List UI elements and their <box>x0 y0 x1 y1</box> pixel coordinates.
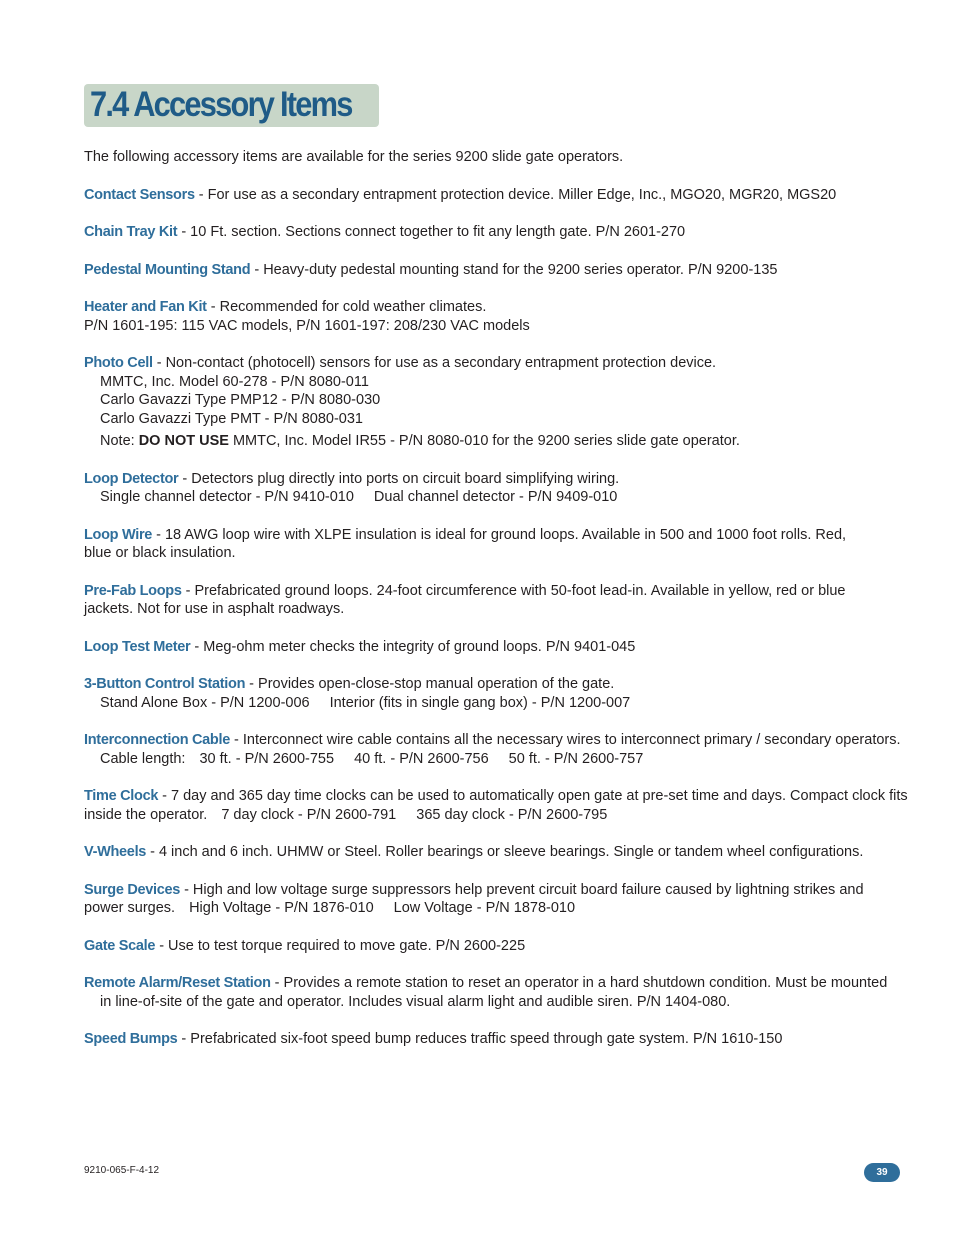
photo-cell-note: Note: DO NOT USE MMTC, Inc. Model IR55 - P/N 8080-010 for the 9200 series slide gate operator. <box>100 433 740 449</box>
item-term: Contact Sensors <box>84 186 195 203</box>
item-term: Gate Scale <box>84 937 156 954</box>
item-loop-test-meter <box>84 638 874 657</box>
item-desc: - Interconnect wire cable contains all the necessary wires to interconnect primary / secondary operators. <box>229 732 901 748</box>
item-pre-fab-loops <box>84 582 874 619</box>
item-contact-sensors <box>84 186 874 205</box>
item-detail: Carlo Gavazzi Type PMT - P/N 8080-031 <box>100 410 363 427</box>
item-term: Heater and Fan Kit <box>84 299 207 315</box>
item-term: Loop Test Meter <box>84 638 191 655</box>
item-desc: - 4 inch and 6 inch. UHMW or Steel. Roller bearings or sleeve bearings. Single or tandem wheel configurations. <box>146 844 864 860</box>
item-desc: - 18 AWG loop wire with XLPE insulation is ideal for ground loops. Available in 500 and 1000 foot rolls. Red, blue or black insulation. <box>84 526 847 561</box>
item-speed-bumps <box>84 1030 874 1049</box>
item-desc: - Prefabricated six-foot speed bump reduces traffic speed through gate system. P/N 1610-150 <box>177 1031 783 1047</box>
item-detail: Carlo Gavazzi Type PMP12 - P/N 8080-030 <box>100 392 381 408</box>
document-number: 9210-065-F-4-12 <box>84 1165 160 1176</box>
item-desc: - Provides a remote station to reset an operator in a hard shutdown condition. Must be mounted <box>270 975 888 991</box>
item-desc: - Non-contact (photocell) sensors for use as a secondary entrapment protection device. <box>152 355 717 371</box>
item-interconnection-cable <box>84 731 901 750</box>
item-desc: - Detectors plug directly into ports on circuit board simplifying wiring. <box>178 470 620 487</box>
page-number-badge: 39 <box>864 1163 900 1182</box>
item-detail: Stand Alone Box - P/N 1200-006 Interior (fits in single gang box) - P/N 1200-007 <box>100 694 631 711</box>
item-term: 3-Button Control Station <box>84 676 246 692</box>
item-term: Pedestal Mounting Stand <box>84 261 251 278</box>
item-desc: - High and low voltage surge suppressors help prevent circuit board failure caused by lightning strikes and <box>180 881 864 898</box>
section-title-box <box>84 84 379 127</box>
intro-text: The following accessory items are available for the series 9200 slide gate operators. <box>84 149 624 165</box>
item-term: Loop Detector <box>84 470 179 487</box>
item-loop-wire <box>84 526 874 563</box>
item-desc: - Heavy-duty pedestal mounting stand for the 9200 series operator. P/N 9200-135 <box>250 261 778 278</box>
item-detail: in line-of-site of the gate and operator. Includes visual alarm light and audible siren. P/N 1404-080. <box>100 993 731 1010</box>
item-loop-detector <box>84 470 874 489</box>
note-warning: DO NOT USE <box>138 433 229 449</box>
item-remote-alarm <box>84 974 888 993</box>
item-term: Interconnection Cable <box>84 732 230 748</box>
item-pedestal-mounting-stand <box>84 261 874 280</box>
item-v-wheels <box>84 843 874 862</box>
item-desc: - Meg-ohm meter checks the integrity of ground loops. P/N 9401-045 <box>190 638 636 655</box>
item-desc: - For use as a secondary entrapment protection device. Miller Edge, Inc., MGO20, MGR20, MGS20 <box>194 186 837 203</box>
item-term: Time Clock <box>84 788 159 804</box>
item-detail: power surges. High Voltage - P/N 1876-010 Low Voltage - P/N 1878-010 <box>84 900 576 916</box>
item-desc: - Prefabricated ground loops. 24-foot circumference with 50-foot lead-in. Available in yellow, red or blue jackets. Not for use in asphalt roadways. <box>84 582 846 617</box>
item-detail: P/N 1601-195: 115 VAC models, P/N 1601-197: 208/230 VAC models <box>84 317 530 334</box>
item-photo-cell <box>84 354 874 373</box>
item-desc: - 7 day and 365 day time clocks can be used to automatically open gate at pre-set time and days. Compact clock fits <box>158 788 908 804</box>
accessory-list <box>84 148 908 1049</box>
item-chain-tray-kit <box>84 223 874 242</box>
item-term: Surge Devices <box>84 881 181 898</box>
item-term: Remote Alarm/Reset Station <box>84 975 271 991</box>
item-detail: inside the operator. 7 day clock - P/N 2600-791 365 day clock - P/N 2600-795 <box>84 806 608 823</box>
item-heater-fan-kit <box>84 298 874 317</box>
item-term: Photo Cell <box>84 355 153 371</box>
item-control-station <box>84 675 874 694</box>
item-desc: - 10 Ft. section. Sections connect together to fit any length gate. P/N 2601-270 <box>177 224 686 240</box>
item-desc: - Use to test torque required to move gate. P/N 2600-225 <box>155 937 526 954</box>
item-detail: Single channel detector - P/N 9410-010 Dual channel detector - P/N 9409-010 <box>100 489 618 505</box>
item-term: Speed Bumps <box>84 1031 178 1047</box>
item-desc: - Provides open-close-stop manual operation of the gate. <box>245 676 615 692</box>
item-term: V-Wheels <box>84 844 147 860</box>
item-detail: Cable length: 30 ft. - P/N 2600-755 40 ft. - P/N 2600-756 50 ft. - P/N 2600-757 <box>100 750 644 767</box>
item-surge-devices <box>84 881 874 900</box>
item-gate-scale <box>84 937 874 956</box>
section-title: 7.4 Accessory Items <box>90 85 352 124</box>
item-term: Chain Tray Kit <box>84 224 178 240</box>
item-term: Pre-Fab Loops <box>84 582 182 599</box>
item-time-clock <box>84 787 908 806</box>
item-term: Loop Wire <box>84 526 153 543</box>
item-desc: - Recommended for cold weather climates. <box>206 299 487 315</box>
item-detail: MMTC, Inc. Model 60-278 - P/N 8080-011 <box>100 373 369 390</box>
